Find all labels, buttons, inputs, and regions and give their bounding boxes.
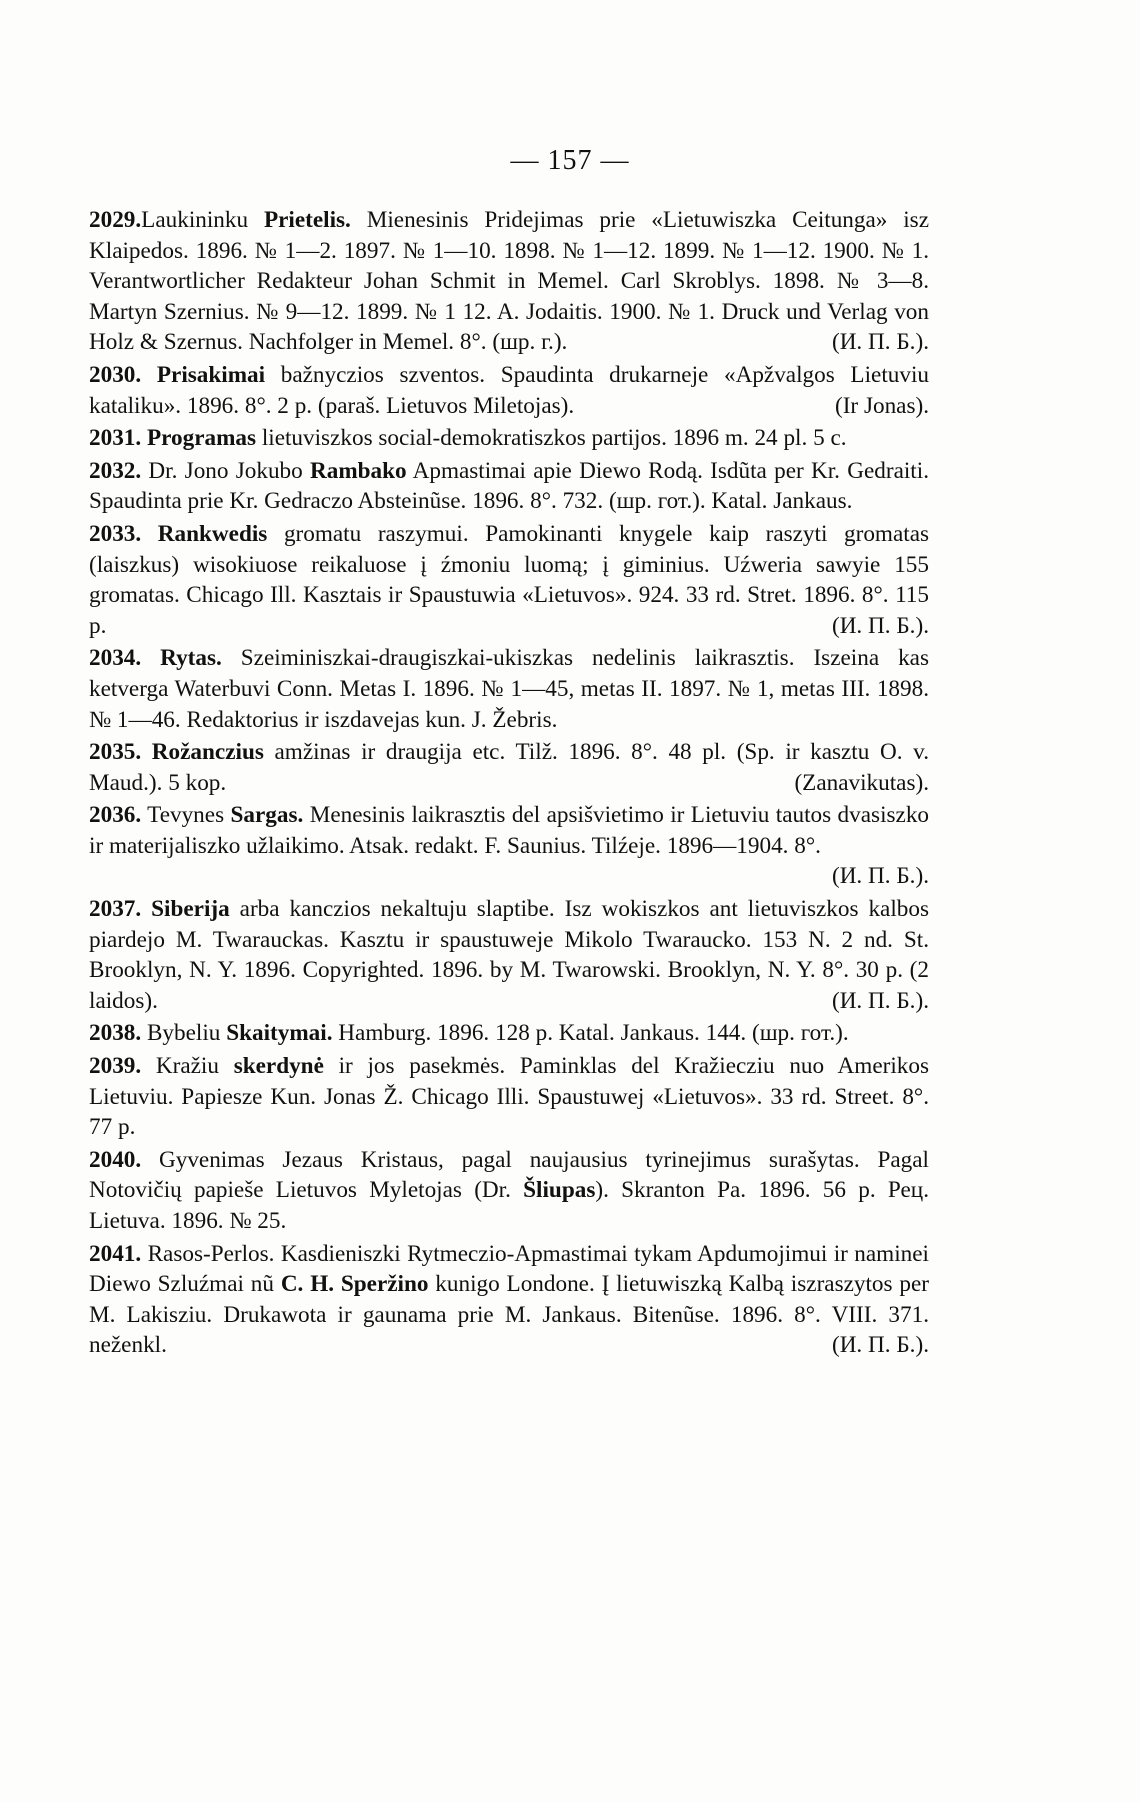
entry-number: 2035. <box>89 739 142 766</box>
entry-title: Skaitymai. <box>226 1020 333 1047</box>
entry-text-before <box>141 645 160 671</box>
page-number: — 157 — <box>510 145 630 176</box>
entry-number: 2031. <box>89 425 142 452</box>
entry-text-before: Rasos-Perlos. Kasdieniszki Rytmeczio-Apmastimai tykam Apdumojimui ir naminei Diewo Szluźmai nũ <box>89 1240 929 1298</box>
entry-text-before: Kražiu <box>141 1053 234 1080</box>
entry-text: Apmastimai apie Diewo Rodą. Isdũta per Kr. Gedraiti. Spaudinta prie Kr. Gedraczo Absteinũse. 1896. 8°. 732. (шр. гот.). Katal. Jankaus. <box>89 457 929 515</box>
entry-number: 2029. <box>89 207 142 233</box>
entry-text-before: Gyvenimas Jezaus Kristaus, pagal naujausius tyrinejimus surašytas. Pagal Notovičių papieše Lietuvos Myletojas (Dr. <box>89 1146 929 1204</box>
bibliography-entry <box>89 205 929 358</box>
entry-text: ir jos pasekmės. Paminklas del Kražiecziu nuo Amerikos Lietuviu. Papiesze Kun. Jonas Ž. Chicago Illi. Spaustuwej «Lietuvos». 33 rd. Street. 8°. 77 p. <box>89 1053 929 1141</box>
bibliography-entry <box>89 360 929 421</box>
entry-title: Rambako <box>310 457 407 484</box>
entry-title: Šliupas <box>523 1177 596 1204</box>
entry-number: 2040. <box>89 1146 142 1173</box>
bibliography-entry <box>89 800 929 892</box>
entry-source: (И. П. Б.). <box>831 863 929 890</box>
bibliography-entry <box>89 456 929 517</box>
entry-text-before: Tevynes <box>141 802 231 829</box>
bibliography-entry <box>89 894 929 1016</box>
entry-source: (И. П. Б.). <box>831 329 929 356</box>
entry-text: Szeiminiszkai-draugiszkai-ukiszkas nedelinis laikrasztis. Iszeina kas ketverga Waterbuvi Conn. Metas I. 1896. № 1—45, metas II. 1897. № 1, metas III. 1898. № 1—46. Redaktorius ir iszdavejas kun. J. Žebris. <box>89 645 929 733</box>
entry-source: (Ir Jonas). <box>834 392 929 419</box>
bibliography-entry <box>89 1239 929 1361</box>
entry-number: 2037. <box>89 896 142 923</box>
entry-text-before: Dr. Jono Jokubo <box>141 457 310 484</box>
entry-text-before <box>141 739 152 765</box>
entry-title: Rytas. <box>160 645 222 672</box>
entry-title: Rankwedis <box>157 520 268 547</box>
entry-title: skerdynė <box>233 1053 324 1080</box>
bibliography-entry <box>89 1145 929 1237</box>
entry-text: Hamburg. 1896. 128 p. Katal. Jankaus. 144. (шр. гот.). <box>332 1020 849 1047</box>
entry-number: 2039. <box>89 1053 142 1080</box>
entry-number: 2032. <box>89 457 142 484</box>
entry-title: Programas <box>146 425 257 452</box>
entry-source: (И. П. Б.). <box>831 1332 929 1359</box>
entry-text: amžinas ir draugija etc. Tilž. 1896. 8°. 48 pl. (Sp. ir kasztu O. v. Maud.). 5 kop. <box>89 739 929 796</box>
entry-text-before: Laukininku <box>141 207 264 233</box>
entry-source: (И. П. Б.). <box>831 987 929 1014</box>
entry-text-before <box>141 521 158 547</box>
entry-number: 2041. <box>89 1240 142 1267</box>
bibliography-entry <box>89 643 929 735</box>
entry-text: Mienesinis Pridejimas prie «Lietuwiszka Ceitunga» isz Klaipedos. 1896. № 1—2. 1897. № 1—10. 1898. № 1—12. 1899. № 1—12. 1900. № 1. Verantwortlicher Redakteur Johan Schmit in Memel. Carl Skroblys. 1898. № 3—8. Martyn Szernius. № 9—12. 1899. № 1 12. A. Jodaitis. 1900. № 1. Druck und Verlag von Holz & Szernus. Nachfolger in Memel. 8°. (шр. г.). <box>89 207 929 356</box>
entry-text-before: Bybeliu <box>141 1020 227 1047</box>
entry-text: bažnyczios szventos. Spaudinta drukarneje «Apžvalgos Lietuviu kataliku». 1896. 8°. 2 p. (paraš. Lietuvos Miletojas). <box>89 361 929 419</box>
entry-title: Rožanczius <box>151 739 264 766</box>
entry-title: Prisakimai <box>156 361 266 388</box>
entry-title: Siberija <box>151 896 230 923</box>
entry-title: Sargas. <box>230 802 304 829</box>
bibliography-entry <box>89 519 929 641</box>
entry-title: Prietelis. <box>263 207 351 233</box>
entry-text: kunigo Londone. Į lietuwiszką Kalbą iszraszytos per M. Lakisziu. Drukawota ir gaunama prie M. Jankaus. Bitenũse. 1896. 8°. VIII. 371. neženkl. <box>89 1271 929 1359</box>
entry-text: gromatu raszymui. Pamokinanti knygele kaip raszyti gromatas (laiszkus) wisokiuose reikaluose į źmoniu luomą; į giminius. Uźweria sawyie 155 gromatas. Chicago Ill. Kasztais ir Spaustuwia «Lietuvos». 924. 33 rd. Stret. 1896. 8°. 115 p. <box>89 520 930 639</box>
entry-number: 2033. <box>89 520 142 547</box>
entry-text-before <box>141 362 157 388</box>
entry-text: Menesinis laikrasztis del apsišvietimo ir Lietuviu tautos dvasiszko ir materijaliszko užlaikimo. Atsak. redakt. F. Saunius. Tilźeje. 1896—1904. 8°. <box>89 802 930 859</box>
entry-text: arba kanczios nekaltuju slaptibe. Isz wokiszkos ant lietuviszkos kalbos piardejo M. Twarauckas. Kasztu ir spaustuweje Mikolo Twaraucko. 153 N. 2 nd. St. Brooklyn, N. Y. 1896. Copyrighted. 1896. by M. Twarowski. Brooklyn, N. Y. 8°. 30 p. (2 laidos). <box>89 896 930 1014</box>
entry-source: (Zanavikutas). <box>794 769 929 796</box>
bibliography-entry <box>89 1051 929 1143</box>
entry-number: 2034. <box>89 645 142 672</box>
bibliography-entry <box>89 423 929 454</box>
entry-text: ). Skranton Pa. 1896. 56 p. Рец. Lietuva. 1896. № 25. <box>89 1177 929 1234</box>
entry-number: 2036. <box>89 802 142 829</box>
bibliography-entry <box>89 737 929 798</box>
entry-text-before <box>141 896 151 922</box>
entry-source: (И. П. Б.). <box>831 612 929 639</box>
entry-number: 2030. <box>89 361 142 388</box>
entry-number: 2038. <box>89 1020 142 1047</box>
entry-title: C. H. Speržino <box>280 1271 429 1298</box>
bibliography-entries <box>89 205 929 1363</box>
bibliography-entry <box>89 1018 929 1049</box>
entry-text: lietuviszkos social-demokratiszkos partijos. 1896 m. 24 pl. 5 c. <box>256 425 847 452</box>
